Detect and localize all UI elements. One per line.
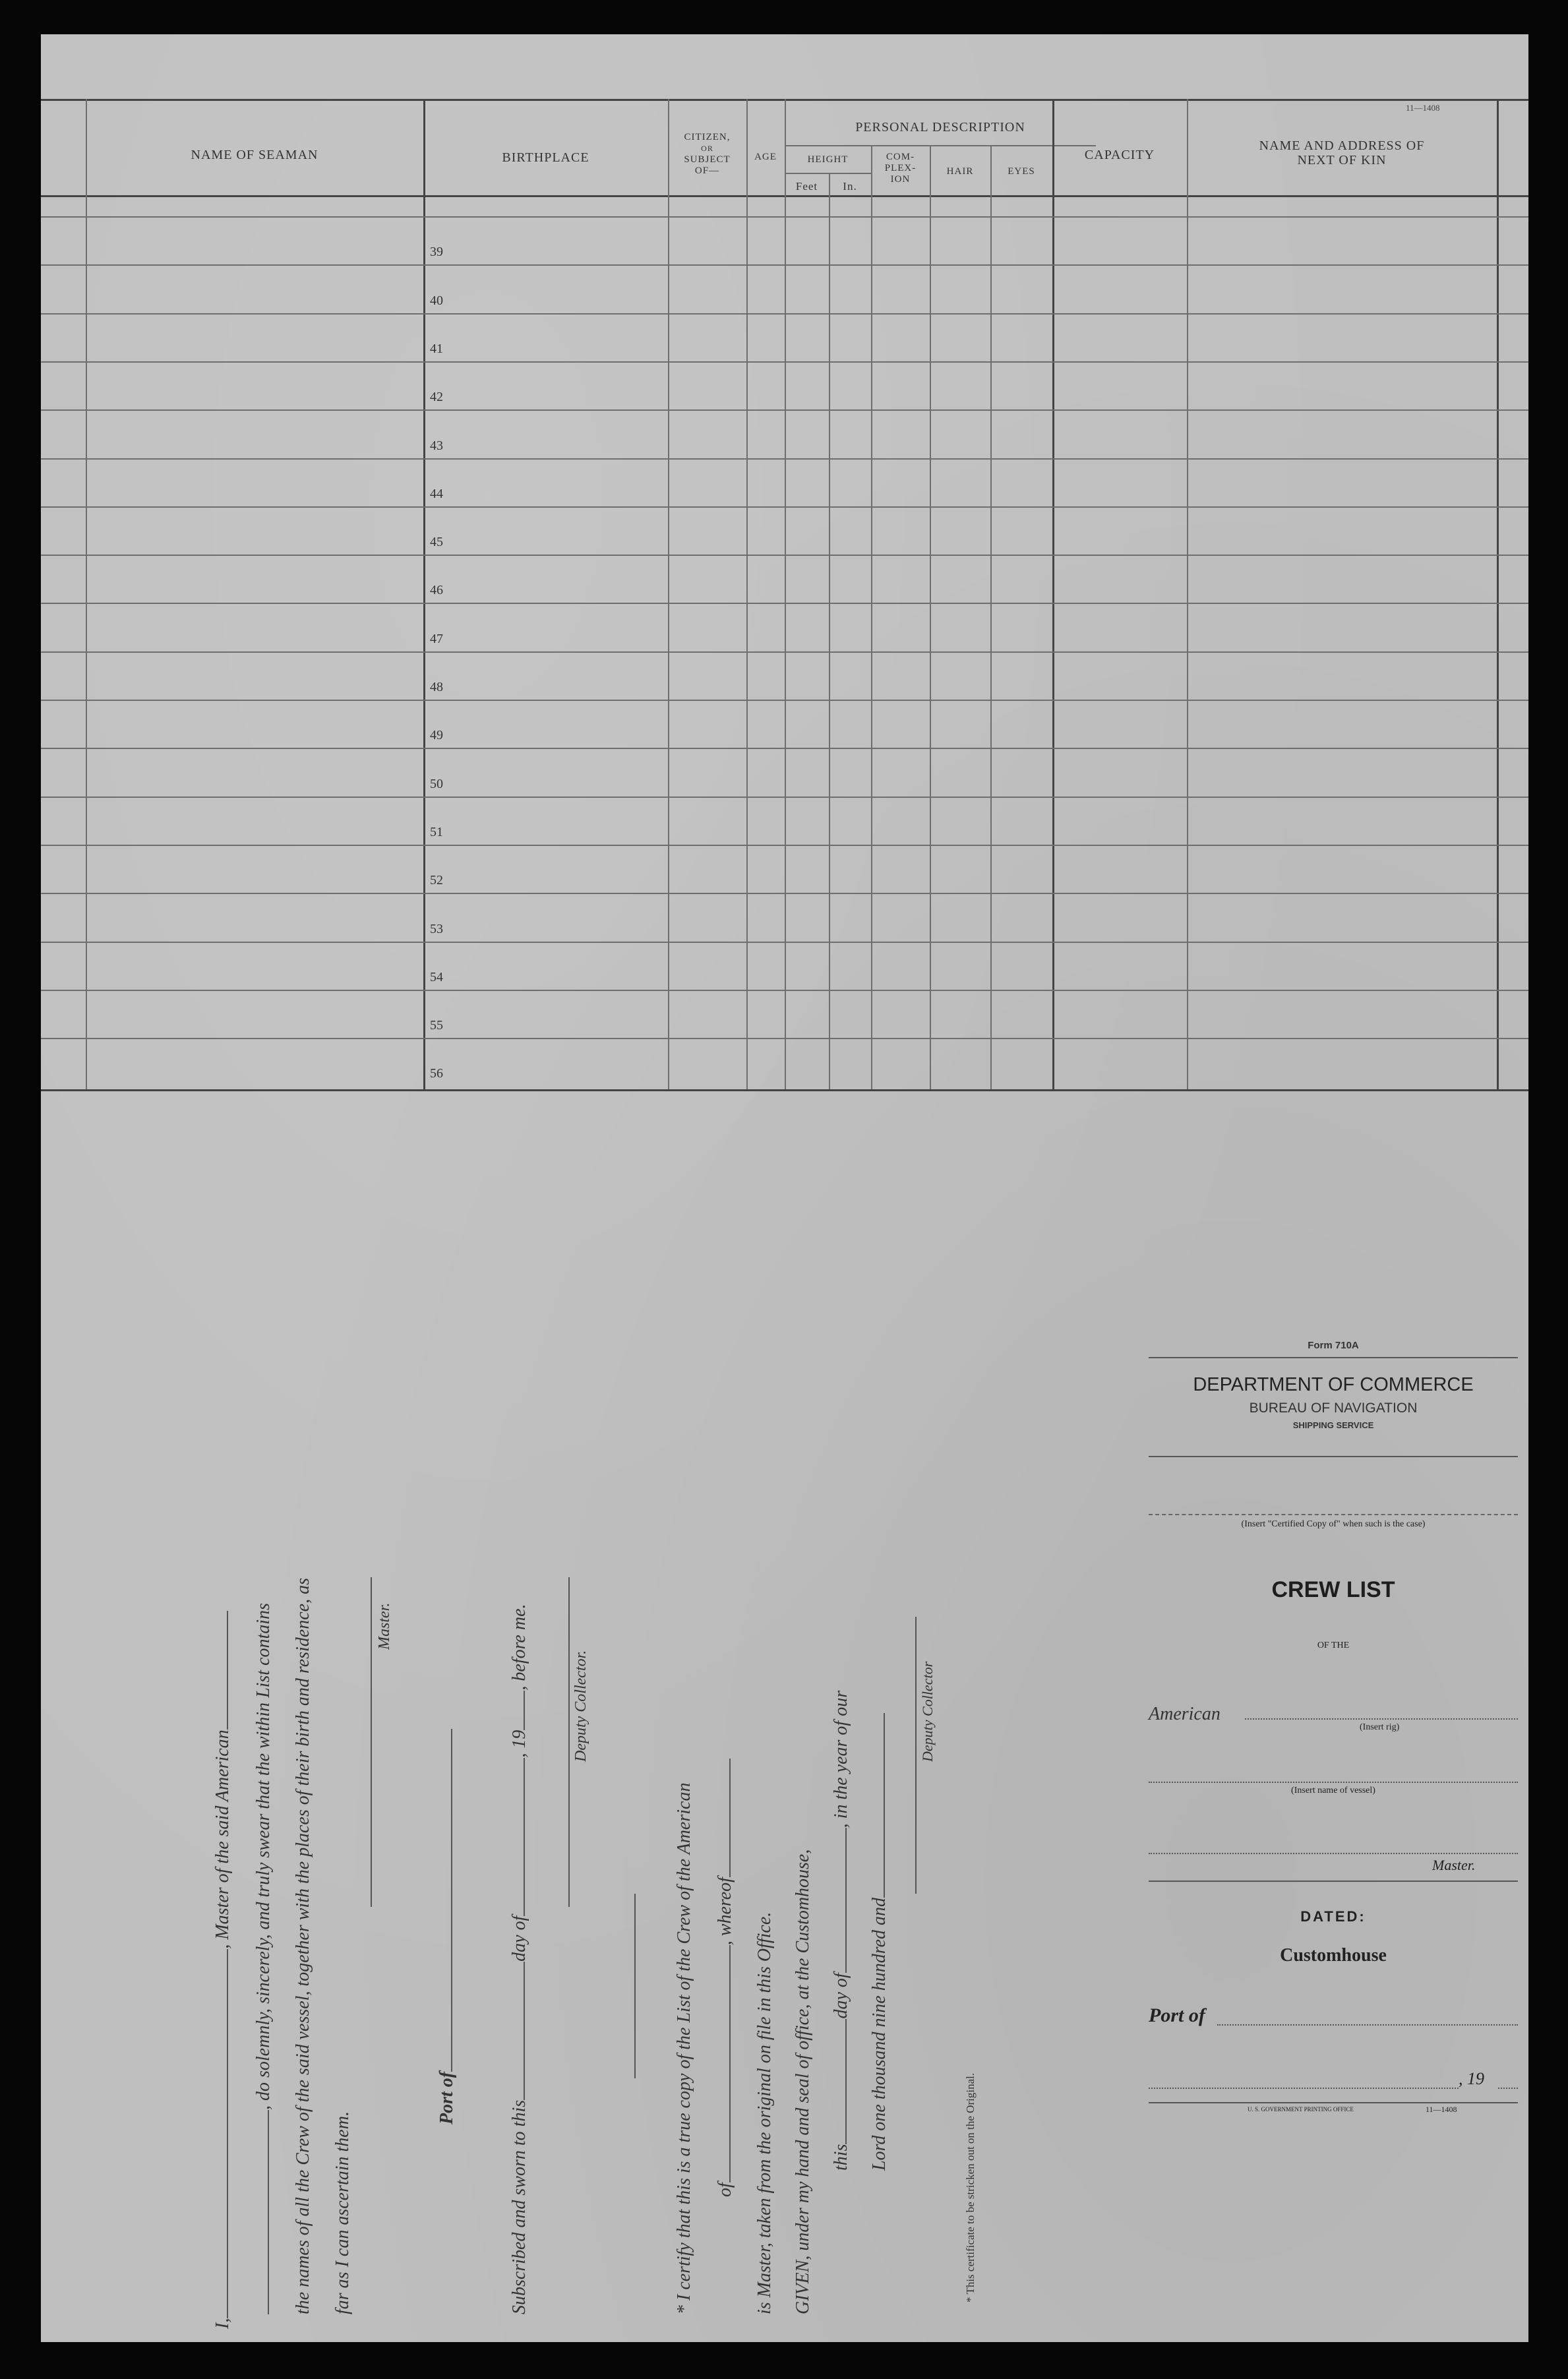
- row-number: 41: [430, 342, 443, 356]
- row-number: 42: [430, 390, 443, 404]
- certify-of-blank[interactable]: [715, 1945, 731, 2183]
- insert-rig-note: (Insert rig): [1360, 1722, 1400, 1732]
- date-cover-blank[interactable]: [1149, 2088, 1459, 2089]
- year-blank[interactable]: [869, 1713, 885, 1898]
- row-number: 50: [430, 777, 443, 791]
- this-day-line: thisday of, in the year of our: [831, 1690, 851, 2171]
- insert-certified-note: (Insert "Certified Copy of" when such is the case): [1241, 1519, 1426, 1529]
- table-row[interactable]: [86, 701, 1497, 746]
- master-label: Master.: [376, 1602, 393, 1650]
- row-number: 44: [430, 487, 443, 501]
- header-citizen: CITIZEN, OR SUBJECT OF—: [684, 132, 731, 176]
- subscribed-month-blank[interactable]: [509, 1758, 525, 1916]
- oath-line-2: , do solemnly, sincerely, and truly swear that the within List contains: [253, 1603, 274, 2314]
- lord-line: Lord one thousand nine hundred and: [869, 1713, 890, 2171]
- subscribed-day-blank[interactable]: [509, 1962, 525, 2100]
- oath-line-1: I,, Master of the said American: [212, 1611, 233, 2329]
- table-row[interactable]: [86, 218, 1497, 263]
- row-number: 40: [430, 293, 443, 308]
- row-number: 45: [430, 535, 443, 549]
- port-cover-blank[interactable]: [1217, 2024, 1518, 2026]
- table-row[interactable]: [86, 991, 1497, 1037]
- header-birthplace: BIRTHPLACE: [502, 150, 589, 165]
- row-number: 55: [430, 1018, 443, 1033]
- cover-rule-3: [1149, 1881, 1518, 1882]
- table-row[interactable]: [86, 508, 1497, 553]
- header-next-of-kin: NAME AND ADDRESS OF NEXT OF KIN: [1259, 138, 1425, 167]
- insert-vessel-note: (Insert name of vessel): [1291, 1786, 1375, 1795]
- year-cover-blank[interactable]: [1498, 2088, 1518, 2089]
- master-signature-line[interactable]: [371, 1577, 372, 1907]
- row-number: 49: [430, 728, 443, 742]
- certified-copy-blank[interactable]: [1149, 1514, 1518, 1515]
- port-of-cover-label: Port of: [1149, 2004, 1205, 2026]
- header-hair: HAIR: [946, 166, 974, 177]
- port-blank[interactable]: [437, 1729, 452, 2072]
- row-number: 47: [430, 632, 443, 646]
- given-month-blank[interactable]: [831, 1828, 847, 1973]
- row-number: 51: [430, 825, 443, 839]
- master-cover-blank[interactable]: [1149, 1853, 1518, 1854]
- crew-list-title: CREW LIST: [1271, 1577, 1395, 1602]
- table-row[interactable]: [86, 846, 1497, 891]
- table-row[interactable]: [86, 894, 1497, 940]
- master-cover-label: Master.: [1432, 1857, 1476, 1873]
- row-number: 48: [430, 680, 443, 694]
- header-age: AGE: [754, 152, 777, 162]
- vessel-name-blank[interactable]: [253, 2110, 269, 2314]
- vessel-blank[interactable]: [212, 1611, 228, 1730]
- row-number: 54: [430, 970, 443, 984]
- table-row[interactable]: [86, 315, 1497, 360]
- given-line: GIVEN, under my hand and seal of office, at the Customhouse,: [793, 1849, 813, 2314]
- table-row[interactable]: [86, 1039, 1497, 1085]
- row-number: 46: [430, 583, 443, 597]
- row-number: 53: [430, 922, 443, 936]
- header-feet: Feet: [795, 180, 818, 193]
- row-number: 39: [430, 245, 443, 259]
- of-the-label: OF THE: [1317, 1641, 1350, 1650]
- master-name-blank[interactable]: [212, 1949, 228, 2318]
- certificate-footnote: * This certificate to be stricken out on the Original.: [964, 2072, 977, 2303]
- subscribed-year-blank[interactable]: [509, 1691, 525, 1730]
- printer-imprint: U. S. GOVERNMENT PRINTING OFFICE: [1248, 2106, 1354, 2113]
- row-number: 43: [430, 438, 443, 453]
- separator-line: [634, 1894, 636, 2078]
- deputy-signature-line-1[interactable]: [568, 1577, 570, 1907]
- subscribed-line: Subscribed and sworn to thisday of, 19, before me.: [509, 1604, 529, 2314]
- oath-line-4: far as I can ascertain them.: [332, 2111, 353, 2314]
- document-page: [41, 34, 1528, 2342]
- oath-line-3: the names of all the Crew of the said vessel, together with the places of their birth and residence, as: [293, 1578, 313, 2314]
- header-complexion: COM- PLEX- ION: [884, 152, 917, 185]
- table-row[interactable]: [86, 653, 1497, 698]
- bureau-title: BUREAU OF NAVIGATION: [1249, 1400, 1418, 1416]
- table-row[interactable]: [86, 556, 1497, 601]
- given-day-blank[interactable]: [831, 2019, 847, 2144]
- deputy-collector-label-2: Deputy Collector: [919, 1661, 936, 1762]
- table-row[interactable]: [86, 411, 1497, 456]
- cover-rule-2: [1149, 1456, 1518, 1457]
- table-row[interactable]: [86, 604, 1497, 649]
- table-row[interactable]: [86, 798, 1497, 843]
- header-capacity: CAPACITY: [1084, 148, 1155, 162]
- dated-label: DATED:: [1300, 1908, 1366, 1925]
- port-of-line: Port of: [437, 1729, 458, 2124]
- cover-top-rule: [1149, 1357, 1518, 1358]
- table-row[interactable]: [86, 363, 1497, 408]
- cover-form-number: 11—1408: [1426, 2105, 1457, 2114]
- header-eyes: EYES: [1008, 166, 1035, 177]
- header-personal-description: PERSONAL DESCRIPTION: [855, 120, 1025, 135]
- form-number-top: 11—1408: [1406, 103, 1440, 113]
- header-inches: In.: [843, 180, 857, 193]
- certify-whereof-blank[interactable]: [715, 1759, 731, 1877]
- vessel-name-cover-blank[interactable]: [1149, 1782, 1518, 1783]
- certify-of-line: of, whereof: [715, 1759, 736, 2197]
- nineteen-label: , 19: [1459, 2069, 1484, 2088]
- table-row[interactable]: [86, 460, 1497, 505]
- oath-certificate-block: [199, 1274, 990, 2329]
- service-title: SHIPPING SERVICE: [1292, 1420, 1374, 1430]
- department-title: DEPARTMENT OF COMMERCE: [1193, 1374, 1474, 1395]
- table-row[interactable]: [86, 749, 1497, 795]
- form-710a: Form 710A: [1308, 1340, 1359, 1351]
- header-height: HEIGHT: [807, 154, 849, 165]
- header-name-of-seaman: NAME OF SEAMAN: [191, 148, 318, 162]
- table-row[interactable]: [86, 943, 1497, 988]
- customhouse-label: Customhouse: [1280, 1945, 1387, 1966]
- table-row[interactable]: [86, 266, 1497, 311]
- master-taken-line: is Master, taken from the original on file in this Office.: [754, 1912, 775, 2314]
- american-label: American: [1149, 1704, 1221, 1724]
- certify-line: * I certify that this is a true copy of the List of the Crew of the American: [674, 1782, 694, 2314]
- row-number: 52: [430, 873, 443, 888]
- deputy-signature-line-2[interactable]: [915, 1617, 917, 1894]
- row-number: 56: [430, 1066, 443, 1081]
- rig-blank[interactable]: [1245, 1718, 1518, 1720]
- cover-bottom-rule: [1149, 2102, 1518, 2103]
- deputy-collector-label-1: Deputy Collector.: [572, 1650, 589, 1762]
